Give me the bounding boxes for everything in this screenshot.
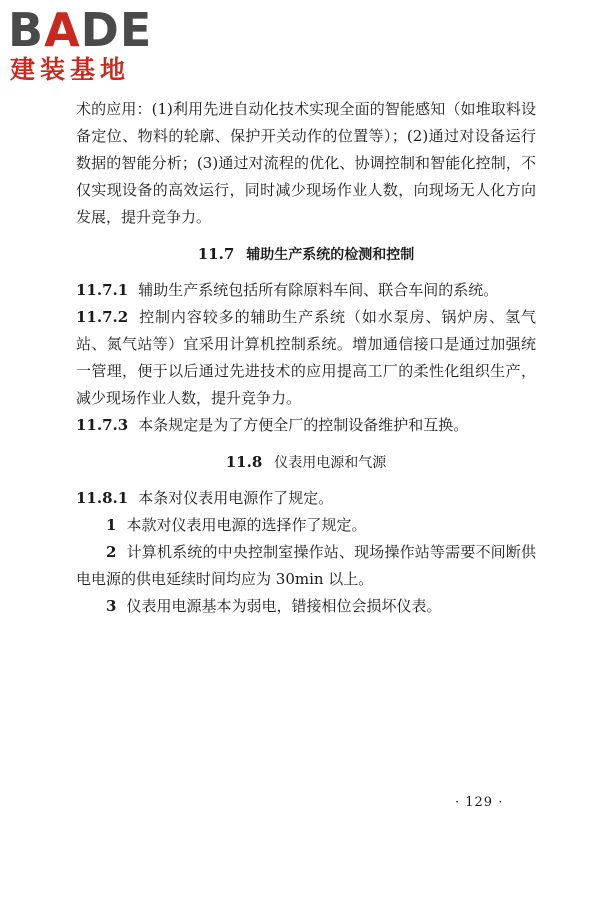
item-text: 计算机系统的中央控制室操作站、现场操作站等需要不间断供电电源的供电延续时间均应为 30min 以上。 bbox=[76, 543, 536, 588]
clause-text: 控制内容较多的辅助生产系统（如水泵房、锅炉房、氢气站、氮气站等）宜采用计算机控制系统。增加通信接口是通过加强统一管理，便于以后通过先进技术的应用提高工厂的柔性化组织生产，减少现场作业人数，提升竞争力。 bbox=[76, 308, 536, 407]
item-number: 2 bbox=[106, 543, 117, 561]
item-text: 仪表用电源基本为弱电，错接相位会损坏仪表。 bbox=[126, 597, 442, 615]
clause-text: 本条规定是为了方便全厂的控制设备维护和互换。 bbox=[138, 416, 469, 434]
section-heading-11-8 bbox=[76, 449, 536, 477]
clause-11-7-2 bbox=[76, 304, 536, 412]
section-heading-11-7 bbox=[76, 241, 536, 269]
logo-subtitle: 建装基地 bbox=[10, 55, 131, 84]
clause-text: 辅助生产系统包括所有除原料车间、联合车间的系统。 bbox=[138, 281, 499, 299]
clause-11-7-1 bbox=[76, 277, 536, 304]
clause-number: 11.7.2 bbox=[76, 308, 129, 326]
item-1 bbox=[76, 512, 536, 539]
brand-logo bbox=[8, 3, 178, 86]
clause-number: 11.7.3 bbox=[76, 416, 129, 434]
document-body bbox=[76, 96, 536, 620]
item-number: 1 bbox=[106, 516, 117, 534]
clause-number: 11.7.1 bbox=[76, 281, 129, 299]
clause-11-8-1 bbox=[76, 485, 536, 512]
section-title: 仪表用电源和气源 bbox=[274, 455, 387, 471]
item-text: 本款对仪表用电源的选择作了规定。 bbox=[126, 516, 367, 534]
section-number: 11.7 bbox=[197, 245, 235, 263]
section-number: 11.8 bbox=[225, 453, 263, 471]
section-title: 辅助生产系统的检测和控制 bbox=[246, 247, 415, 263]
clause-number: 11.8.1 bbox=[76, 489, 129, 507]
clause-text: 本条对仪表用电源作了规定。 bbox=[138, 489, 334, 507]
clause-11-7-3 bbox=[76, 412, 536, 439]
intro-paragraph: 术的应用：(1)利用先进自动化技术实现全面的智能感知（如堆取料设备定位、物料的轮廓、保护开关动作的位置等）；(2)通过对设备运行数据的智能分析；(3)通过对流程的优化、协调控制和智能化控制，不仅实现设备的高效运行，同时减少现场作业人数，向现场无人化方向发展，提升竞争力。 bbox=[76, 100, 536, 226]
item-3 bbox=[76, 593, 536, 620]
item-2 bbox=[76, 539, 536, 593]
logo-wordmark: BADE bbox=[8, 3, 153, 57]
page-number: · 129 · bbox=[455, 795, 504, 810]
item-number: 3 bbox=[106, 597, 117, 615]
